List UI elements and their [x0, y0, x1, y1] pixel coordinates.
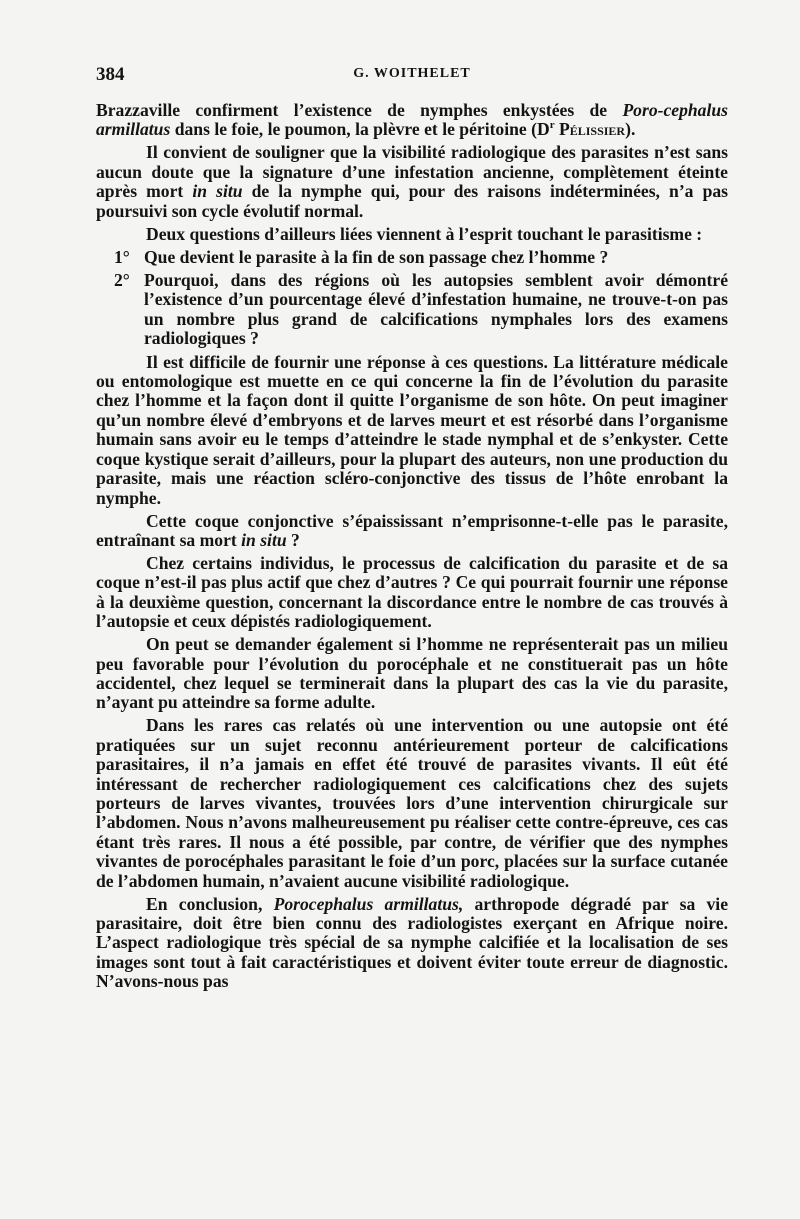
item-number: 1° — [114, 246, 130, 267]
text-run: Il est difficile de fournir une réponse à ces questions. La littérature médicale ou entomologique est muette en ce qui concerne la fin de l’évolution du parasite chez l’homme et la façon dont il quitte l’organisme de son hôte. On peut imaginer qu’un nombre élevé d’embryons et de larves meurt et est résorbé dans l’organisme humain sans avoir eu le temps d’atteindre le stade nymphal et de s’enkyster. Cette coque kystique serait d’ailleurs, pour la plupart des auteurs, non une production du parasite, mais une réaction scléro-conjonctive des tissus de l’hôte enrobant la nymphe. — [96, 351, 728, 508]
numbered-question — [96, 248, 728, 267]
page-header — [96, 64, 728, 88]
author-name: Pélissier — [558, 119, 626, 140]
item-number: 2° — [114, 270, 130, 291]
text-run: ). — [625, 119, 636, 140]
text-run: Il convient de souligner que la visibilité radiologique des parasites n’est sans aucun doute que la signature d’une infestation ancienne, complètement éteinte après mort — [96, 142, 728, 202]
text-run: arthropode dégradé par sa vie parasitaire, doit être bien connu des radiologistes exerçant en Afrique noire. L’aspect radiologique très spécial de sa nymphe calcifiée et la localisation de ses images sont tout à fait caractéristiques et doivent éviter toute erreur de diagnostic. N’avons-nous pas — [96, 893, 728, 992]
article-body — [96, 101, 728, 995]
text-run: dans le foie, le poumon, la plèvre et le péritoine (D — [170, 119, 550, 140]
text-run: Cette coque conjonctive s’épaississant n’emprisonne-t-elle pas le parasite, entraînant sa mort — [96, 510, 728, 550]
text-run: On peut se demander également si l’homme ne représenterait pas un milieu peu favorable pour l’évolution du porocéphale et ne constituerait pas un hôte accidentel, chez lequel se terminerait dans la plupart des cas la vie du parasite, n’ayant pu atteindre sa forme adulte. — [96, 634, 728, 713]
italic-run: Poro-cephalus armillatus — [96, 100, 728, 140]
body-paragraph — [96, 635, 728, 713]
body-paragraph — [96, 716, 728, 891]
body-paragraph — [96, 101, 728, 140]
body-paragraph — [96, 225, 728, 244]
body-paragraph — [96, 353, 728, 508]
text-run: r — [549, 119, 555, 132]
text-run: Pourquoi, dans des régions où les autopsies semblent avoir démontré l’existence d’un pourcentage élevé d’infestation humaine, ne trouve-t-on pas un nombre plus grand de calcifications nymphales lors des examens radiologiques ? — [144, 270, 728, 349]
italic-run: in situ — [241, 529, 287, 550]
text-run: En conclusion, — [146, 893, 274, 914]
italic-run: in situ — [192, 181, 243, 202]
body-paragraph — [96, 554, 728, 632]
numbered-question — [96, 271, 728, 349]
text-run: ? — [286, 529, 300, 550]
text-run: Brazzaville confirment l’existence de nymphes enkystées de — [96, 100, 623, 120]
text-run: Que devient le parasite à la fin de son passage chez l’homme ? — [144, 246, 609, 267]
italic-run: Porocephalus armillatus, — [273, 893, 464, 914]
body-paragraph — [96, 143, 728, 221]
running-title: G. WOITHELET — [353, 66, 471, 81]
body-paragraph — [96, 512, 728, 551]
text-run: Deux questions d’ailleurs liées viennent à l’esprit touchant le parasitisme : — [146, 223, 703, 244]
page-number: 384 — [96, 64, 125, 85]
text-run: Dans les rares cas relatés où une intervention ou une autopsie ont été pratiquées sur un sujet reconnu antérieurement porteur de calcifications parasitaires, il n’a jamais en effet été trouvé de parasites vivants. Il eût été intéressant de rechercher radiologiquement ces calcifications chez des sujets porteurs de larves vivantes, trouvées lors d’une intervention chirurgicale sur l’abdomen. Nous n’avons malheureusement pu réaliser cette contre-épreuve, ces cas étant très rares. Il nous a été possible, par contre, de vérifier que des nymphes vivantes de porocéphales parasitant le foie d’un porc, placées sur la surface cutanée de l’abdomen humain, n’avaient aucune visibilité radiologique. — [96, 715, 728, 891]
body-paragraph — [96, 895, 728, 992]
text-run: de la nymphe qui, pour des raisons indéterminées, n’a pas poursuivi son cycle évolutif normal. — [96, 181, 728, 221]
text-run: Chez certains individus, le processus de calcification du parasite et de sa coque n’est-il pas plus actif que chez d’autres ? Ce qui pourrait fournir une réponse à la deuxième question, concernant la discordance entre le nombre de cas trouvés à l’autopsie et ceux dépistés radiologiquement. — [96, 552, 728, 632]
